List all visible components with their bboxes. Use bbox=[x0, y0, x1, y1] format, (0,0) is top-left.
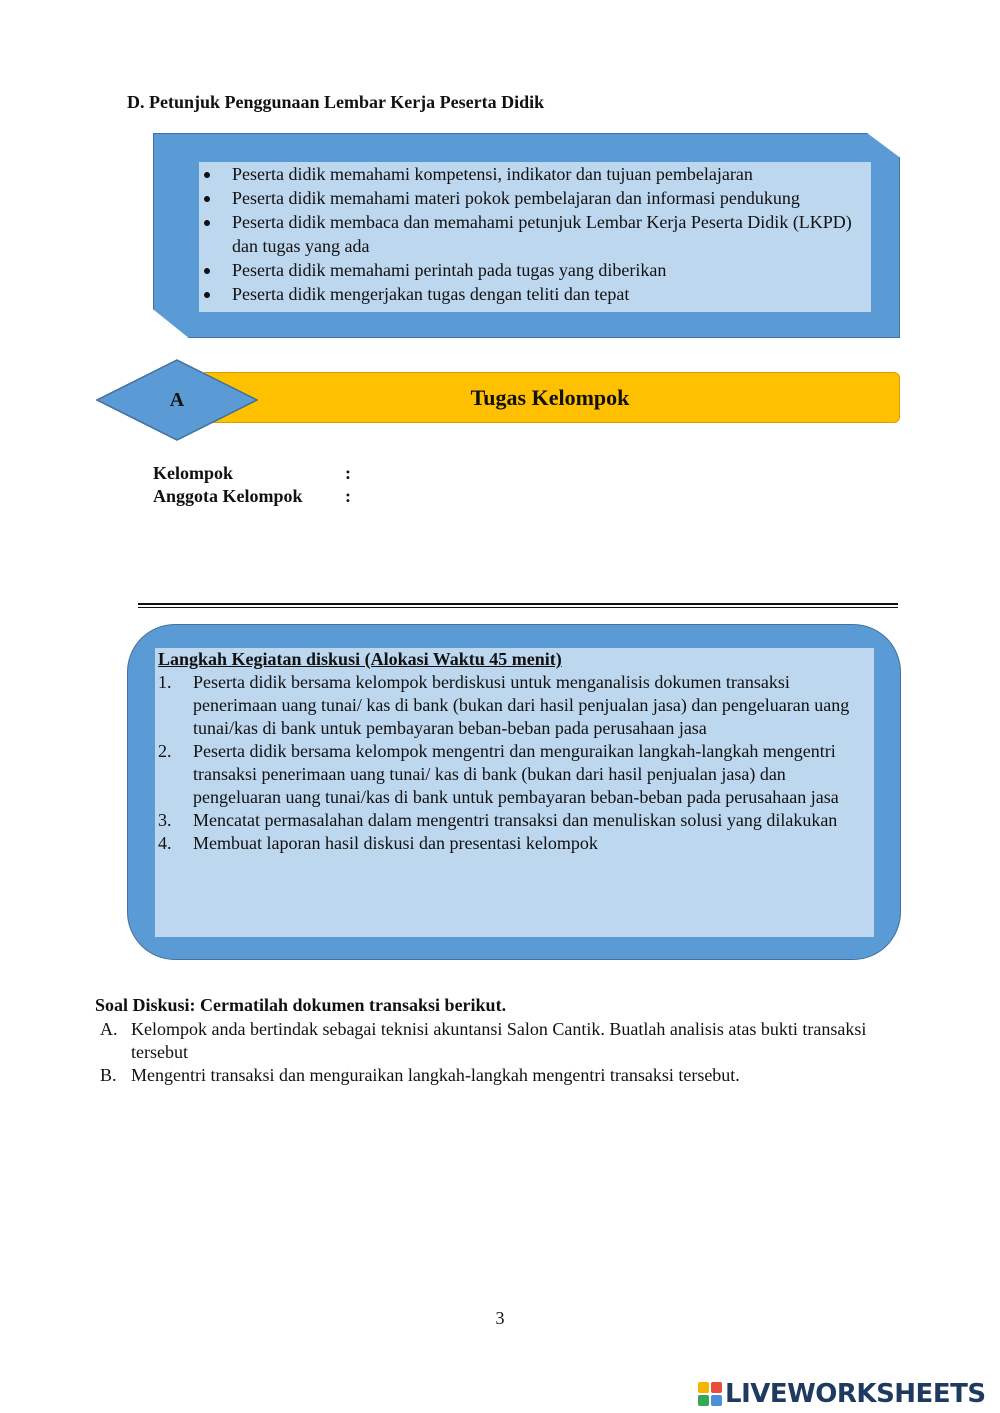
petunjuk-item: Peserta didik memahami perintah pada tugas yang diberikan bbox=[199, 258, 871, 282]
anggota-kelompok-label: Anggota Kelompok bbox=[153, 486, 303, 506]
logo-square bbox=[711, 1395, 722, 1406]
section-d-title: D. Petunjuk Penggunaan Lembar Kerja Peserta Didik bbox=[127, 92, 545, 112]
liveworksheets-logo-icon bbox=[698, 1382, 722, 1406]
petunjuk-list bbox=[199, 162, 871, 306]
liveworksheets-wordmark: LIVEWORKSHEETS bbox=[725, 1379, 986, 1409]
step-text: Mencatat permasalahan dalam mengentri transaksi dan menuliskan solusi yang dilakukan bbox=[193, 810, 838, 830]
petunjuk-item: Peserta didik membaca dan memahami petunjuk Lembar Kerja Peserta Didik (LKPD) dan tugas yang ada bbox=[199, 210, 871, 258]
page-number: 3 bbox=[495, 1308, 505, 1328]
soal-letter: A. bbox=[100, 1019, 118, 1039]
divider-line bbox=[138, 603, 898, 605]
soal-letter: B. bbox=[100, 1065, 117, 1085]
step-text: Peserta didik bersama kelompok mengentri dan menguraikan langkah-langkah mengentri transaksi penerimaan uang tunai/ kas di bank (bukan dari hasil penjualan jasa) dan pengeluaran uang tunai/kas di bank untuk pembayaran beban-beban pada perusahaan jasa bbox=[193, 741, 839, 807]
step-number: 2. bbox=[158, 741, 172, 761]
petunjuk-item: Peserta didik memahami kompetensi, indikator dan tujuan pembelajaran bbox=[199, 162, 871, 186]
langkah-item bbox=[155, 671, 874, 740]
langkah-list bbox=[155, 671, 874, 855]
step-number: 4. bbox=[158, 833, 172, 853]
langkah-title: Langkah Kegiatan diskusi (Alokasi Waktu 45 menit) bbox=[158, 649, 562, 669]
soal-list bbox=[100, 1018, 900, 1087]
soal-item bbox=[100, 1064, 900, 1087]
langkah-content bbox=[155, 648, 874, 937]
kelompok-field bbox=[153, 463, 351, 484]
step-number: 1. bbox=[158, 672, 172, 692]
petunjuk-content bbox=[199, 162, 871, 312]
soal-item bbox=[100, 1018, 900, 1064]
petunjuk-item: Peserta didik mengerjakan tugas dengan teliti dan tepat bbox=[199, 282, 871, 306]
soal-text: Kelompok anda bertindak sebagai teknisi akuntansi Salon Cantik. Buatlah analisis atas bukti transaksi tersebut bbox=[131, 1019, 867, 1062]
step-text: Membuat laporan hasil diskusi dan presentasi kelompok bbox=[193, 833, 598, 853]
soal-title: Soal Diskusi: Cermatilah dokumen transaksi berikut. bbox=[95, 995, 507, 1015]
divider-line bbox=[138, 607, 898, 608]
langkah-item bbox=[155, 832, 874, 855]
kelompok-label: Kelompok bbox=[153, 463, 234, 483]
petunjuk-item: Peserta didik memahami materi pokok pembelajaran dan informasi pendukung bbox=[199, 186, 871, 210]
tugas-title: Tugas Kelompok bbox=[470, 385, 630, 410]
langkah-item bbox=[155, 740, 874, 809]
step-text: Peserta didik bersama kelompok berdiskusi untuk menganalisis dokumen transaksi penerimaan uang tunai/ kas di bank (bukan dari hasil penjualan jasa) dan pengeluaran uang tunai/kas di bank untuk pembayaran beban-beban pada perusahaan jasa bbox=[193, 672, 850, 738]
diamond-marker-label: A bbox=[169, 389, 185, 411]
liveworksheets-brand[interactable] bbox=[698, 1378, 986, 1410]
anggota-kelompok-colon: : bbox=[345, 486, 351, 506]
langkah-item bbox=[155, 809, 874, 832]
kelompok-colon: : bbox=[345, 463, 351, 483]
logo-square bbox=[698, 1382, 709, 1393]
step-number: 3. bbox=[158, 810, 172, 830]
soal-text: Mengentri transaksi dan menguraikan langkah-langkah mengentri transaksi tersebut. bbox=[131, 1065, 740, 1085]
logo-square bbox=[698, 1395, 709, 1406]
logo-square bbox=[711, 1382, 722, 1393]
anggota-kelompok-field bbox=[153, 486, 351, 507]
